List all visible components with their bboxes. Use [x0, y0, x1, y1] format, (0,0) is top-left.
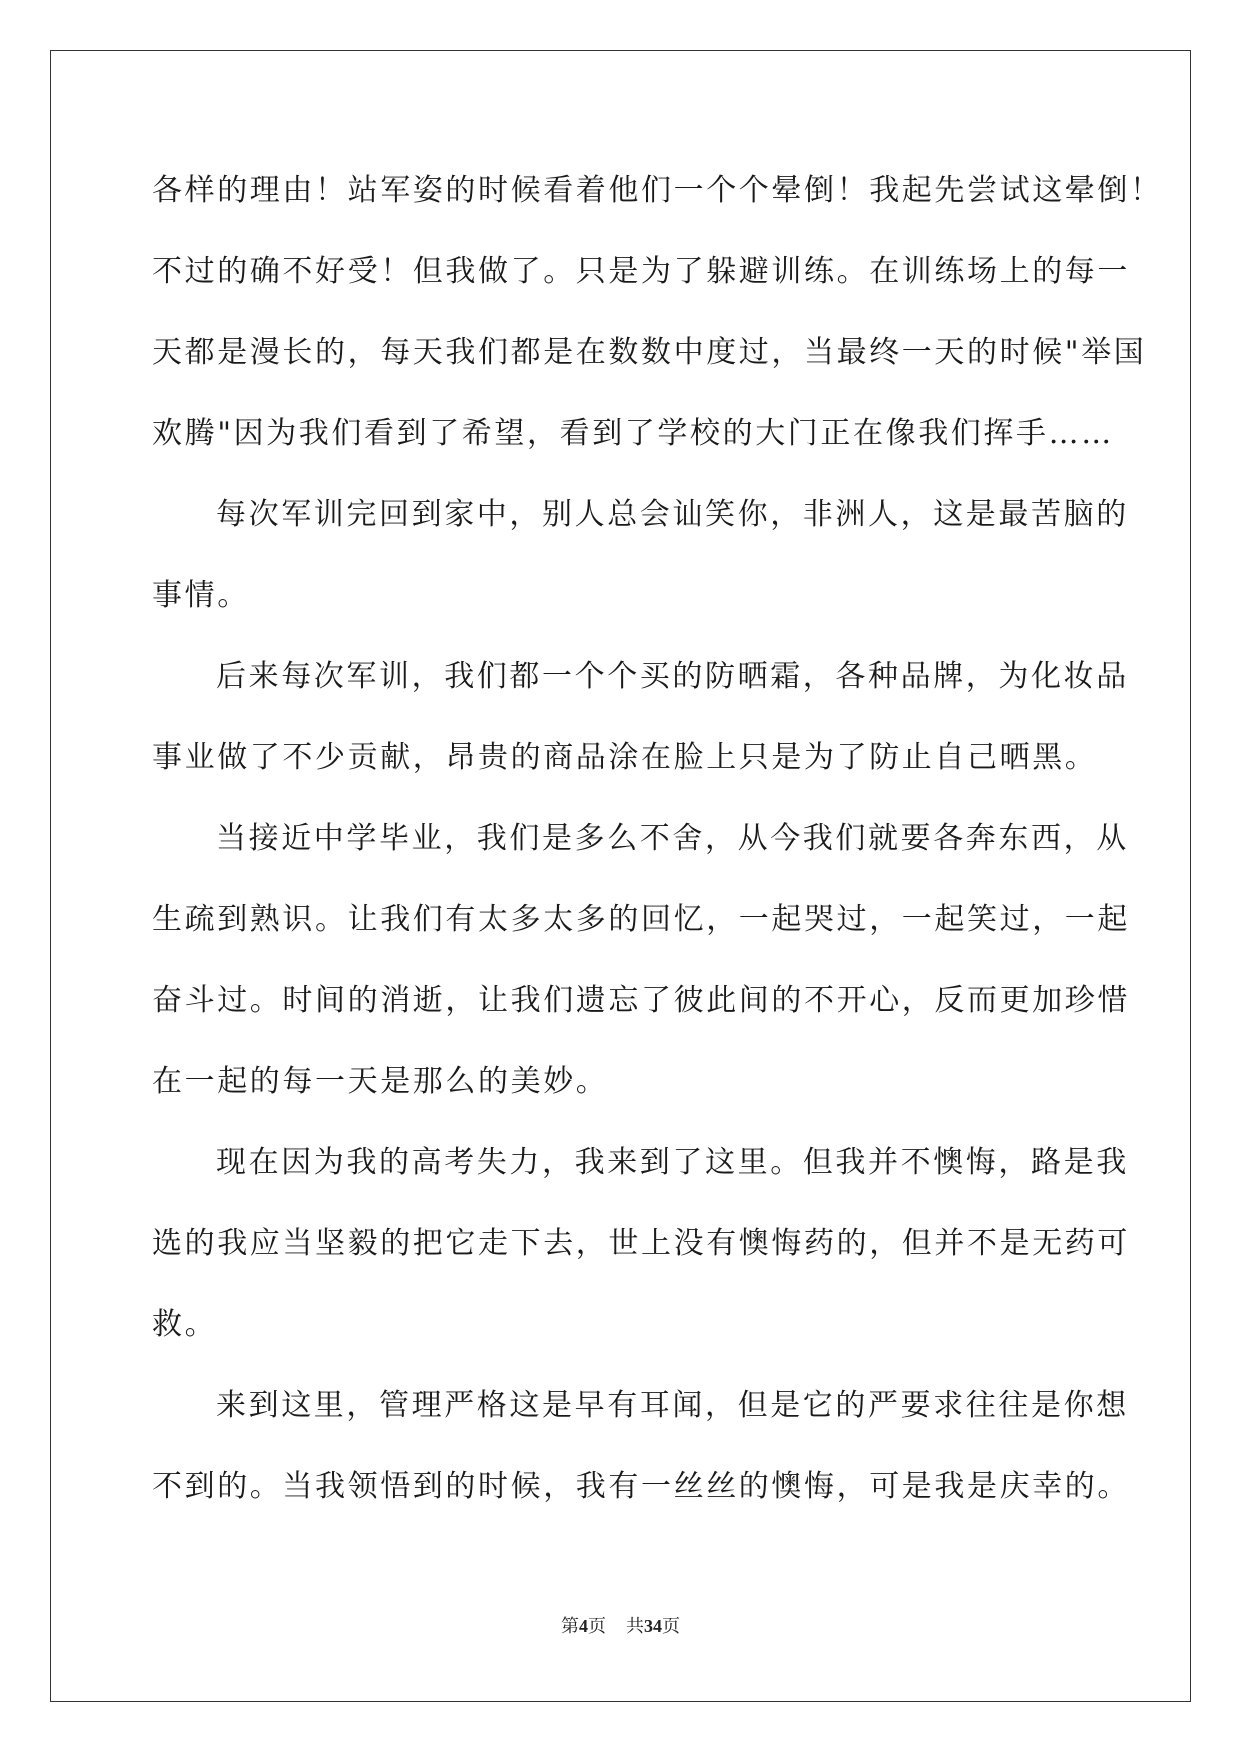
page-prefix: 第	[561, 1616, 579, 1637]
text-line: 不到的。当我领悟到的时候，我有一丝丝的懊悔，可是我是庆幸的。	[152, 1469, 1130, 1504]
text-line: 在一起的每一天是那么的美妙。	[152, 1064, 609, 1099]
text-line: 欢腾"因为我们看到了希望，看到了学校的大门正在像我们挥手……	[152, 416, 1114, 451]
text-line: 事情。	[152, 578, 250, 613]
page-number: 4	[579, 1616, 588, 1636]
text-line: 奋斗过。时间的消逝，让我们遗忘了彼此间的不开心，反而更加珍惜	[152, 983, 1130, 1018]
total-suffix: 页	[662, 1616, 680, 1637]
total-pages: 34	[644, 1616, 662, 1636]
text-line: 各样的理由！站军姿的时候看着他们一个个晕倒！我起先尝试这晕倒！	[152, 173, 1163, 208]
text-line: 事业做了不少贡献，昂贵的商品涂在脸上只是为了防止自己晒黑。	[152, 740, 1098, 775]
paragraph-first-line: 每次军训完回到家中，别人总会讪笑你，非洲人，这是最苦脑的	[216, 497, 1129, 532]
paragraph-first-line: 后来每次军训，我们都一个个买的防晒霜，各种品牌，为化妆品	[216, 659, 1129, 694]
text-line: 生疏到熟识。让我们有太多太多的回忆，一起哭过，一起笑过，一起	[152, 902, 1130, 937]
paragraph-first-line: 现在因为我的高考失力，我来到了这里。但我并不懊悔，路是我	[216, 1145, 1129, 1180]
total-prefix: 共	[626, 1616, 644, 1637]
text-line: 天都是漫长的，每天我们都是在数数中度过，当最终一天的时候"举国	[152, 335, 1147, 370]
page-suffix: 页	[588, 1616, 606, 1637]
text-line: 选的我应当坚毅的把它走下去，世上没有懊悔药的，但并不是无药可	[152, 1226, 1130, 1261]
document-body	[152, 150, 1163, 1527]
paragraph-first-line: 来到这里，管理严格这是早有耳闻，但是它的严要求往往是你想	[216, 1388, 1129, 1423]
page-footer	[0, 1612, 1241, 1638]
text-line: 不过的确不好受！但我做了。只是为了躲避训练。在训练场上的每一	[152, 254, 1130, 289]
paragraph-first-line: 当接近中学毕业，我们是多么不舍，从今我们就要各奔东西，从	[216, 821, 1129, 856]
text-line: 救。	[152, 1307, 218, 1342]
